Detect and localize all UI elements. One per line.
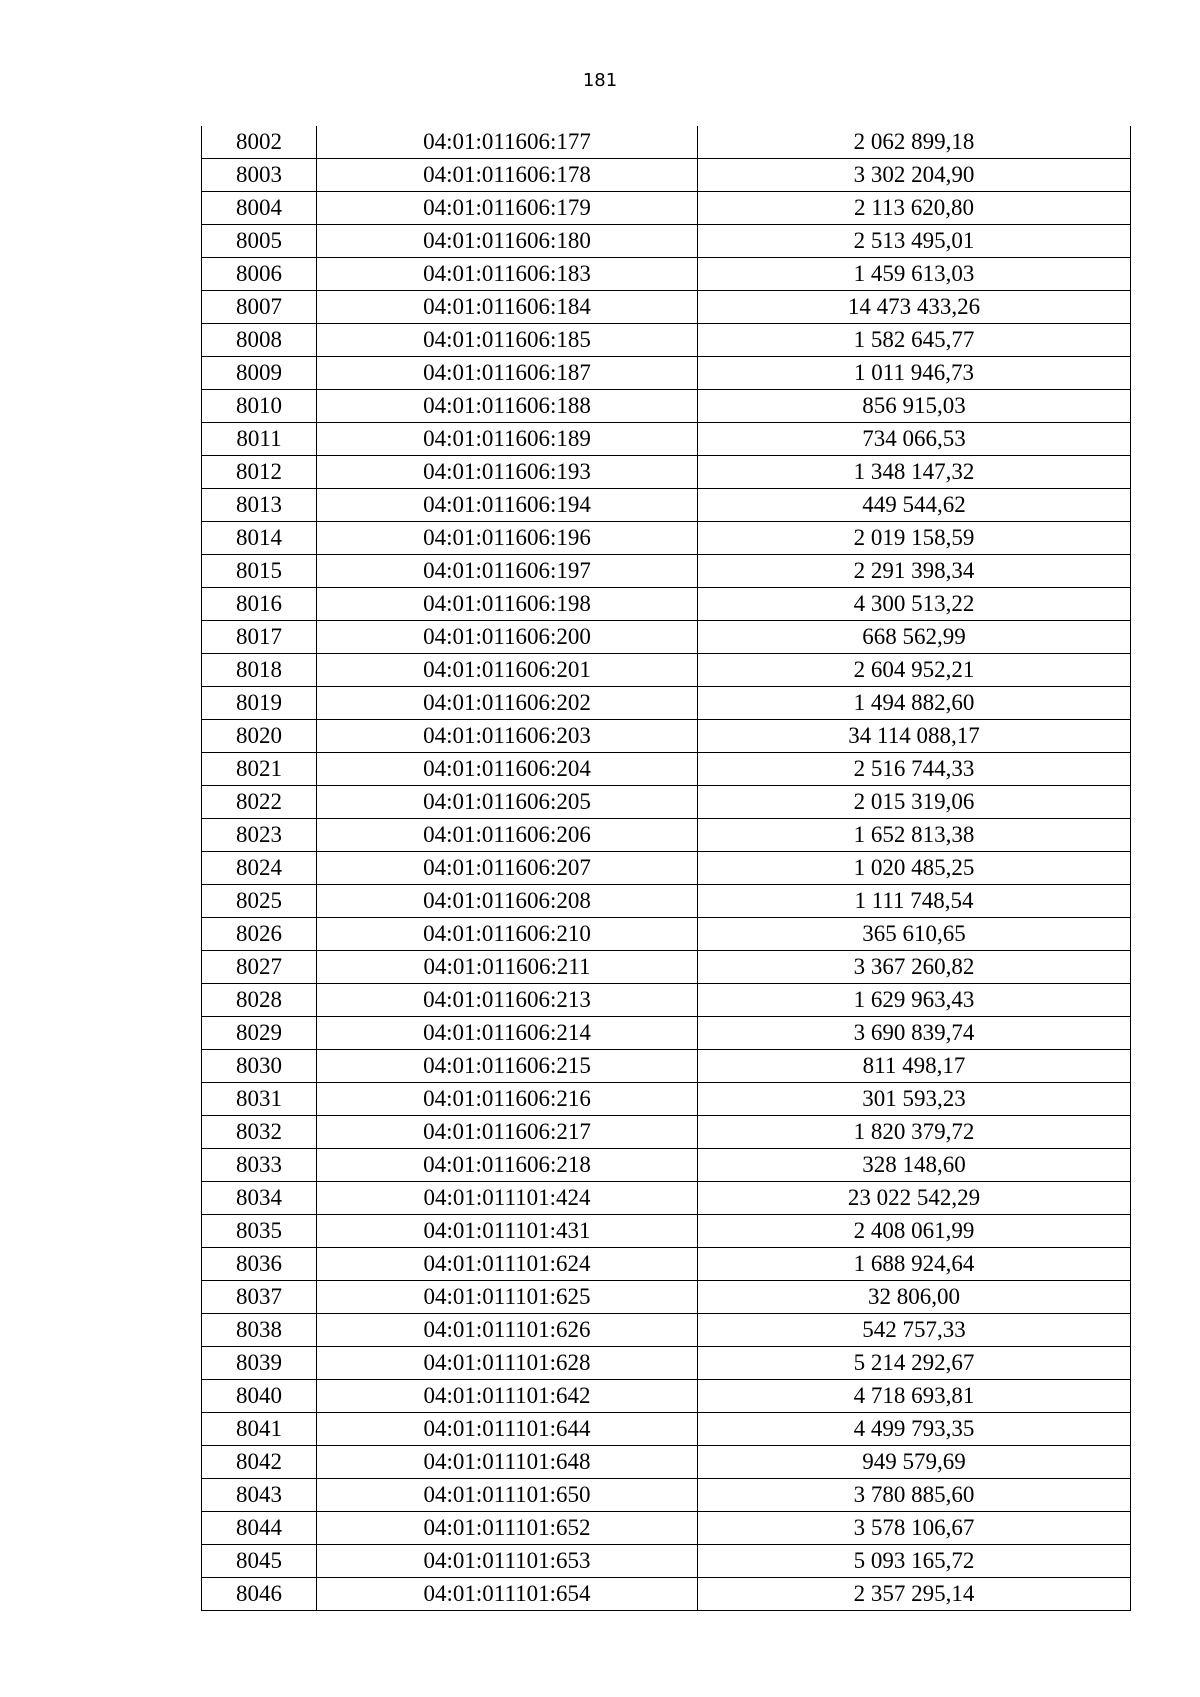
cadastral-value-cell: 32 806,00 bbox=[698, 1281, 1131, 1314]
table-row bbox=[202, 489, 1131, 522]
cadastral-value-cell: 1 820 379,72 bbox=[698, 1116, 1131, 1149]
cadastral-value-cell: 1 652 813,38 bbox=[698, 819, 1131, 852]
cadastral-number-cell: 04:01:011606:203 bbox=[317, 720, 698, 753]
row-number-cell: 8041 bbox=[202, 1413, 317, 1446]
cadastral-number-cell: 04:01:011606:202 bbox=[317, 687, 698, 720]
cadastral-number-cell: 04:01:011101:431 bbox=[317, 1215, 698, 1248]
cadastral-value-cell: 365 610,65 bbox=[698, 918, 1131, 951]
cadastral-number-cell: 04:01:011101:628 bbox=[317, 1347, 698, 1380]
cadastral-number-cell: 04:01:011606:215 bbox=[317, 1050, 698, 1083]
cadastral-value-cell: 1 688 924,64 bbox=[698, 1248, 1131, 1281]
cadastral-value-cell: 3 367 260,82 bbox=[698, 951, 1131, 984]
row-number-cell: 8027 bbox=[202, 951, 317, 984]
row-number-cell: 8045 bbox=[202, 1545, 317, 1578]
cadastral-value-cell: 4 499 793,35 bbox=[698, 1413, 1131, 1446]
row-number-cell: 8015 bbox=[202, 555, 317, 588]
cadastral-value-cell: 2 516 744,33 bbox=[698, 753, 1131, 786]
table-row bbox=[202, 588, 1131, 621]
row-number-cell: 8023 bbox=[202, 819, 317, 852]
cadastral-value-table bbox=[201, 126, 1131, 1611]
table-row bbox=[202, 324, 1131, 357]
cadastral-number-cell: 04:01:011606:180 bbox=[317, 225, 698, 258]
table-row bbox=[202, 852, 1131, 885]
table-row bbox=[202, 951, 1131, 984]
cadastral-number-cell: 04:01:011606:206 bbox=[317, 819, 698, 852]
cadastral-value-cell: 1 111 748,54 bbox=[698, 885, 1131, 918]
table-row bbox=[202, 1149, 1131, 1182]
row-number-cell: 8030 bbox=[202, 1050, 317, 1083]
cadastral-value-cell: 2 604 952,21 bbox=[698, 654, 1131, 687]
cadastral-value-cell: 328 148,60 bbox=[698, 1149, 1131, 1182]
cadastral-number-cell: 04:01:011606:183 bbox=[317, 258, 698, 291]
cadastral-value-cell: 1 011 946,73 bbox=[698, 357, 1131, 390]
cadastral-value-cell: 856 915,03 bbox=[698, 390, 1131, 423]
row-number-cell: 8012 bbox=[202, 456, 317, 489]
table-row bbox=[202, 819, 1131, 852]
table-row bbox=[202, 258, 1131, 291]
table-row bbox=[202, 1248, 1131, 1281]
row-number-cell: 8022 bbox=[202, 786, 317, 819]
table-row bbox=[202, 423, 1131, 456]
row-number-cell: 8014 bbox=[202, 522, 317, 555]
table-row bbox=[202, 1413, 1131, 1446]
cadastral-value-cell: 811 498,17 bbox=[698, 1050, 1131, 1083]
table-row bbox=[202, 1182, 1131, 1215]
cadastral-number-cell: 04:01:011101:626 bbox=[317, 1314, 698, 1347]
row-number-cell: 8004 bbox=[202, 192, 317, 225]
cadastral-value-cell: 2 357 295,14 bbox=[698, 1578, 1131, 1611]
table-row bbox=[202, 654, 1131, 687]
cadastral-number-cell: 04:01:011101:624 bbox=[317, 1248, 698, 1281]
row-number-cell: 8021 bbox=[202, 753, 317, 786]
table-row bbox=[202, 1017, 1131, 1050]
table-row bbox=[202, 753, 1131, 786]
row-number-cell: 8026 bbox=[202, 918, 317, 951]
row-number-cell: 8037 bbox=[202, 1281, 317, 1314]
cadastral-number-cell: 04:01:011606:185 bbox=[317, 324, 698, 357]
row-number-cell: 8043 bbox=[202, 1479, 317, 1512]
cadastral-value-cell: 949 579,69 bbox=[698, 1446, 1131, 1479]
cadastral-number-cell: 04:01:011606:217 bbox=[317, 1116, 698, 1149]
table-row bbox=[202, 390, 1131, 423]
cadastral-number-cell: 04:01:011101:654 bbox=[317, 1578, 698, 1611]
cadastral-number-cell: 04:01:011606:189 bbox=[317, 423, 698, 456]
cadastral-number-cell: 04:01:011606:193 bbox=[317, 456, 698, 489]
table-row bbox=[202, 1050, 1131, 1083]
page-number: 181 bbox=[582, 70, 618, 91]
table-row bbox=[202, 1545, 1131, 1578]
cadastral-value-cell: 5 093 165,72 bbox=[698, 1545, 1131, 1578]
cadastral-value-cell: 1 494 882,60 bbox=[698, 687, 1131, 720]
row-number-cell: 8028 bbox=[202, 984, 317, 1017]
table-row bbox=[202, 1578, 1131, 1611]
cadastral-value-cell: 2 113 620,80 bbox=[698, 192, 1131, 225]
cadastral-value-cell: 1 629 963,43 bbox=[698, 984, 1131, 1017]
row-number-cell: 8039 bbox=[202, 1347, 317, 1380]
table-row bbox=[202, 456, 1131, 489]
cadastral-value-cell: 1 020 485,25 bbox=[698, 852, 1131, 885]
cadastral-number-cell: 04:01:011101:652 bbox=[317, 1512, 698, 1545]
cadastral-number-cell: 04:01:011606:216 bbox=[317, 1083, 698, 1116]
cadastral-number-cell: 04:01:011606:210 bbox=[317, 918, 698, 951]
table-row bbox=[202, 1116, 1131, 1149]
cadastral-value-cell: 3 690 839,74 bbox=[698, 1017, 1131, 1050]
row-number-cell: 8025 bbox=[202, 885, 317, 918]
cadastral-number-cell: 04:01:011606:208 bbox=[317, 885, 698, 918]
cadastral-number-cell: 04:01:011606:197 bbox=[317, 555, 698, 588]
table-row bbox=[202, 621, 1131, 654]
cadastral-number-cell: 04:01:011101:625 bbox=[317, 1281, 698, 1314]
table-row bbox=[202, 1512, 1131, 1545]
cadastral-number-cell: 04:01:011606:207 bbox=[317, 852, 698, 885]
cadastral-number-cell: 04:01:011101:653 bbox=[317, 1545, 698, 1578]
cadastral-number-cell: 04:01:011606:200 bbox=[317, 621, 698, 654]
cadastral-number-cell: 04:01:011101:642 bbox=[317, 1380, 698, 1413]
cadastral-value-cell: 2 513 495,01 bbox=[698, 225, 1131, 258]
cadastral-value-cell: 668 562,99 bbox=[698, 621, 1131, 654]
table-body bbox=[202, 126, 1131, 1611]
table-row bbox=[202, 1215, 1131, 1248]
row-number-cell: 8018 bbox=[202, 654, 317, 687]
cadastral-value-cell: 34 114 088,17 bbox=[698, 720, 1131, 753]
table-row bbox=[202, 126, 1131, 159]
row-number-cell: 8019 bbox=[202, 687, 317, 720]
row-number-cell: 8002 bbox=[202, 126, 317, 159]
cadastral-value-cell: 1 582 645,77 bbox=[698, 324, 1131, 357]
table-row bbox=[202, 291, 1131, 324]
row-number-cell: 8046 bbox=[202, 1578, 317, 1611]
cadastral-number-cell: 04:01:011606:187 bbox=[317, 357, 698, 390]
row-number-cell: 8038 bbox=[202, 1314, 317, 1347]
table-row bbox=[202, 159, 1131, 192]
row-number-cell: 8016 bbox=[202, 588, 317, 621]
row-number-cell: 8024 bbox=[202, 852, 317, 885]
row-number-cell: 8031 bbox=[202, 1083, 317, 1116]
row-number-cell: 8036 bbox=[202, 1248, 317, 1281]
cadastral-value-cell: 4 300 513,22 bbox=[698, 588, 1131, 621]
table-row bbox=[202, 1347, 1131, 1380]
cadastral-value-cell: 5 214 292,67 bbox=[698, 1347, 1131, 1380]
row-number-cell: 8034 bbox=[202, 1182, 317, 1215]
table-row bbox=[202, 984, 1131, 1017]
table-row bbox=[202, 786, 1131, 819]
cadastral-number-cell: 04:01:011606:179 bbox=[317, 192, 698, 225]
cadastral-number-cell: 04:01:011606:213 bbox=[317, 984, 698, 1017]
cadastral-value-cell: 3 578 106,67 bbox=[698, 1512, 1131, 1545]
table-row bbox=[202, 1479, 1131, 1512]
row-number-cell: 8020 bbox=[202, 720, 317, 753]
cadastral-number-cell: 04:01:011101:648 bbox=[317, 1446, 698, 1479]
row-number-cell: 8044 bbox=[202, 1512, 317, 1545]
cadastral-value-cell: 734 066,53 bbox=[698, 423, 1131, 456]
table-row bbox=[202, 885, 1131, 918]
cadastral-number-cell: 04:01:011606:184 bbox=[317, 291, 698, 324]
cadastral-number-cell: 04:01:011606:188 bbox=[317, 390, 698, 423]
table-row bbox=[202, 687, 1131, 720]
cadastral-value-cell: 3 302 204,90 bbox=[698, 159, 1131, 192]
cadastral-value-cell: 301 593,23 bbox=[698, 1083, 1131, 1116]
cadastral-value-cell: 542 757,33 bbox=[698, 1314, 1131, 1347]
cadastral-number-cell: 04:01:011606:214 bbox=[317, 1017, 698, 1050]
row-number-cell: 8013 bbox=[202, 489, 317, 522]
table-row bbox=[202, 918, 1131, 951]
cadastral-number-cell: 04:01:011606:178 bbox=[317, 159, 698, 192]
row-number-cell: 8006 bbox=[202, 258, 317, 291]
cadastral-number-cell: 04:01:011606:211 bbox=[317, 951, 698, 984]
cadastral-value-cell: 2 015 319,06 bbox=[698, 786, 1131, 819]
table-row bbox=[202, 522, 1131, 555]
table-row bbox=[202, 1314, 1131, 1347]
cadastral-number-cell: 04:01:011606:196 bbox=[317, 522, 698, 555]
cadastral-number-cell: 04:01:011606:201 bbox=[317, 654, 698, 687]
row-number-cell: 8040 bbox=[202, 1380, 317, 1413]
cadastral-number-cell: 04:01:011101:424 bbox=[317, 1182, 698, 1215]
row-number-cell: 8011 bbox=[202, 423, 317, 456]
cadastral-number-cell: 04:01:011101:650 bbox=[317, 1479, 698, 1512]
cadastral-number-cell: 04:01:011606:177 bbox=[317, 126, 698, 159]
cadastral-value-cell: 1 348 147,32 bbox=[698, 456, 1131, 489]
table-row bbox=[202, 1446, 1131, 1479]
row-number-cell: 8009 bbox=[202, 357, 317, 390]
cadastral-value-cell: 14 473 433,26 bbox=[698, 291, 1131, 324]
table-row bbox=[202, 357, 1131, 390]
cadastral-value-cell: 4 718 693,81 bbox=[698, 1380, 1131, 1413]
row-number-cell: 8003 bbox=[202, 159, 317, 192]
row-number-cell: 8010 bbox=[202, 390, 317, 423]
table-row bbox=[202, 1083, 1131, 1116]
cadastral-value-cell: 2 019 158,59 bbox=[698, 522, 1131, 555]
table-row bbox=[202, 1380, 1131, 1413]
cadastral-value-cell: 2 062 899,18 bbox=[698, 126, 1131, 159]
cadastral-number-cell: 04:01:011606:198 bbox=[317, 588, 698, 621]
row-number-cell: 8042 bbox=[202, 1446, 317, 1479]
row-number-cell: 8029 bbox=[202, 1017, 317, 1050]
table-row bbox=[202, 225, 1131, 258]
row-number-cell: 8005 bbox=[202, 225, 317, 258]
cadastral-value-cell: 2 291 398,34 bbox=[698, 555, 1131, 588]
row-number-cell: 8032 bbox=[202, 1116, 317, 1149]
table-row bbox=[202, 1281, 1131, 1314]
row-number-cell: 8017 bbox=[202, 621, 317, 654]
cadastral-value-cell: 1 459 613,03 bbox=[698, 258, 1131, 291]
row-number-cell: 8008 bbox=[202, 324, 317, 357]
cadastral-number-cell: 04:01:011606:205 bbox=[317, 786, 698, 819]
cadastral-number-cell: 04:01:011606:194 bbox=[317, 489, 698, 522]
cadastral-number-cell: 04:01:011606:218 bbox=[317, 1149, 698, 1182]
row-number-cell: 8033 bbox=[202, 1149, 317, 1182]
cadastral-value-cell: 3 780 885,60 bbox=[698, 1479, 1131, 1512]
table-row bbox=[202, 720, 1131, 753]
row-number-cell: 8035 bbox=[202, 1215, 317, 1248]
cadastral-value-cell: 449 544,62 bbox=[698, 489, 1131, 522]
table-row bbox=[202, 192, 1131, 225]
cadastral-number-cell: 04:01:011101:644 bbox=[317, 1413, 698, 1446]
table-row bbox=[202, 555, 1131, 588]
cadastral-value-cell: 23 022 542,29 bbox=[698, 1182, 1131, 1215]
row-number-cell: 8007 bbox=[202, 291, 317, 324]
cadastral-value-cell: 2 408 061,99 bbox=[698, 1215, 1131, 1248]
cadastral-number-cell: 04:01:011606:204 bbox=[317, 753, 698, 786]
